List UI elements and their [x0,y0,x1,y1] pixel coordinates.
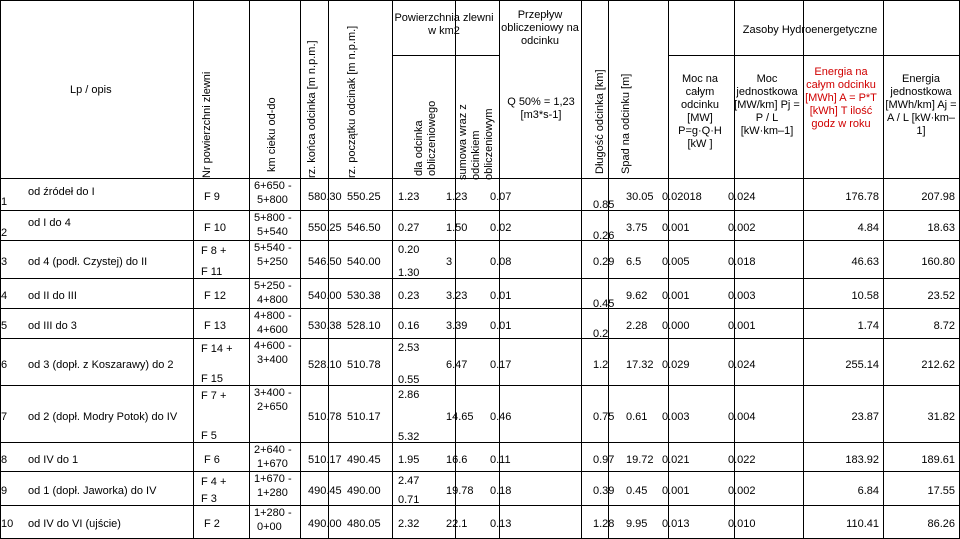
table-row-nr: F 4 + [201,476,227,488]
header-km-cieku: km cieku od-do [266,97,278,172]
table-row-nr2: F 3 [201,493,217,505]
table-row-moc: 0.001 [662,485,690,497]
table-row-km-from: 5+800 - [254,212,292,224]
table-row-lp: 7 [1,411,8,423]
table-row-sum: 19.78 [446,485,474,497]
table-row-rz-poczatku: 480.05 [347,518,381,530]
table-row-divider [0,505,960,506]
table-row-q: 0.13 [490,518,512,530]
table-row-energia-jedn: 86.26 [927,518,955,530]
table-row-divider [0,178,960,179]
table-row-nr: F 2 [204,518,220,530]
table-row-rz-poczatku: 540.00 [347,256,381,268]
header-zasoby: Zasoby Hydroenergetyczne [742,24,878,36]
table-row-lp: 1 [1,196,8,208]
table-row-pow: 0.16 [398,320,420,332]
table-row-energia: 255.14 [845,359,879,371]
table-row-opis: od 4 (podł. Czystej) do II [28,256,148,268]
header-energia-jedn: Energia jednostkowa [MWh/km] Aj = A / L [kW·km–1] [885,73,957,137]
table-row-opis: od 3 (dopł. z Koszarawy) do 2 [28,359,174,371]
table-row-spad: 2.28 [626,320,648,332]
table-row-nr: F 12 [204,290,227,302]
grid-vline [455,0,456,539]
table-row-pow2: 0.55 [398,374,420,386]
table-row-km-to: 5+540 [257,226,288,238]
table-row-moc: 0.000 [662,320,690,332]
table-row-moc-jedn: 0.024 [728,191,756,203]
table-row-energia: 46.63 [851,256,879,268]
table-row-sum: 6.47 [446,359,468,371]
table-row-rz-konca: 510.78 [308,411,342,423]
table-row-energia-jedn: 160.80 [921,256,955,268]
table-row-km-to: 4+600 [257,324,288,336]
table-row-spad: 30.05 [626,191,654,203]
grid-hline [668,55,959,56]
table-row-nr: F 13 [204,320,227,332]
grid-vline [0,0,1,539]
table-row-nr: F 9 [204,191,220,203]
header-nr-powierzchni: Nr powierzchni zlewni [201,71,213,178]
table-row-q: 0.07 [490,191,512,203]
table-row-nr: F 10 [204,222,227,234]
table-row-km-from: 5+540 - [254,242,292,254]
table-row-spad: 3.75 [626,222,648,234]
table-row-rz-poczatku: 546.50 [347,222,381,234]
table-row-rz-konca: 490.00 [308,518,342,530]
table-row-energia-jedn: 8.72 [933,320,955,332]
table-row-moc-jedn: 0.002 [728,485,756,497]
table-row-energia: 4.84 [857,222,879,234]
table-row-moc-jedn: 0.018 [728,256,756,268]
table-row-moc: 0.003 [662,411,690,423]
table-row-opis: od IV do VI (ujście) [28,518,121,530]
table-row-rz-konca: 546.50 [308,256,342,268]
table-row-energia: 1.74 [857,320,879,332]
table-row-rz-poczatku: 510.78 [347,359,381,371]
table-row-sum: 1.23 [446,191,468,203]
table-row-opis: od źródeł do I [28,186,95,198]
table-row-dlugosc: 0.2 [593,328,609,340]
table-row-dlugosc: 0.39 [593,485,615,497]
table-row-moc: 0.001 [662,222,690,234]
table-row-energia: 6.84 [857,485,879,497]
table-row-rz-poczatku: 490.00 [347,485,381,497]
header-spad: Spad na odcinku [m] [620,73,632,174]
grid-vline [300,0,301,539]
header-rz-poczatku: rz. początku odcinak [m n.p.m.] [346,25,358,178]
header-przeplyw: Przepływ obliczeniowy na odcinku [501,9,579,47]
table-row-moc-jedn: 0.022 [728,454,756,466]
table-row-spad: 9.95 [626,518,648,530]
table-row-energia-jedn: 207.98 [921,191,955,203]
header-powierzchnia: Powierzchnia zlewni w km2 [394,12,494,37]
table-row-spad: 0.61 [626,411,648,423]
table-row-q: 0.11 [490,454,511,466]
table-row-divider [0,240,960,241]
table-row-lp: 3 [1,256,8,268]
table-row-moc-jedn: 0.010 [728,518,756,530]
table-row-divider [0,338,960,339]
table-row-rz-konca: 490.45 [308,485,342,497]
table-row-km-to: 0+00 [257,521,282,533]
table-row-rz-poczatku: 490.45 [347,454,381,466]
table-row-energia: 110.41 [846,518,879,530]
table-row-sum: 3.23 [446,290,468,302]
table-row-rz-poczatku: 510.17 [347,411,381,423]
table-row-lp: 6 [1,359,8,371]
table-row-rz-konca: 550.25 [308,222,342,234]
table-row-dlugosc: 0.97 [593,454,615,466]
table-row-moc-jedn: 0.004 [728,411,756,423]
header-moc-calym: Moc na całym odcinku [MW] P=g·Q·H [kW ] [678,73,722,150]
table-row-dlugosc: 0.75 [593,411,615,423]
table-row-km-to: 1+670 [257,458,288,470]
table-row-moc: 0.005 [662,256,690,268]
table-row-moc-jedn: 0.003 [728,290,756,302]
table-row-moc-jedn: 0.001 [728,320,756,332]
table-row-q: 0.18 [490,485,512,497]
table-row-dlugosc: 0.85 [593,199,615,211]
table-row-q: 0.01 [490,320,512,332]
table-row-moc: 0.013 [662,518,690,530]
table-row-lp: 8 [1,454,8,466]
grid-vline [499,0,500,539]
table-row-q: 0.01 [490,290,512,302]
table-row-rz-poczatku: 528.10 [347,320,381,332]
table-row-rz-poczatku: 550.25 [347,191,381,203]
table-row-spad: 19.72 [626,454,654,466]
table-row-km-to: 3+400 [257,354,288,366]
grid-vline [734,0,735,539]
table-row-pow: 2.47 [398,475,420,487]
table-row-divider [0,442,960,443]
header-lp-opis: Lp / opis [70,84,112,96]
table-row-km-from: 3+400 - [254,387,292,399]
table-row-q: 0.17 [490,359,512,371]
table-row-divider [0,210,960,211]
table-row-nr2: F 15 [201,373,224,385]
table-row-opis: od 1 (dopł. Jaworka) do IV [28,485,157,497]
table-row-moc-jedn: 0.002 [728,222,756,234]
table-row-q: 0.46 [490,411,512,423]
table-row-pow: 1.23 [398,191,420,203]
grid-hline [0,0,960,1]
table-row-rz-konca: 540.00 [308,290,342,302]
table-row-q: 0.02 [490,222,512,234]
table-row-spad: 6.5 [626,256,642,268]
table-row-divider [0,385,960,386]
table-row-energia: 183.92 [845,454,879,466]
header-sumowa: sumowa wraz z odcinkiem obliczeniowym [457,104,495,180]
table-row-q: 0.08 [490,256,512,268]
table-row-lp: 2 [1,227,8,239]
table-row-pow2: 5.32 [398,431,420,443]
table-row-moc: 0.029 [662,359,690,371]
table-row-pow2: 0.71 [398,494,420,506]
header-q50: Q 50% = 1,23 [m3*s-1] [507,96,575,121]
table-row-rz-konca: 530.38 [308,320,342,332]
table-row-sum: 1.50 [446,222,468,234]
table-row-km-to: 5+250 [257,256,288,268]
table-row-dlugosc: 0.45 [593,298,615,310]
header-rz-konca: rz. końca odcinka [m n.p.m.] [306,40,318,178]
table-row-pow: 1.95 [398,454,420,466]
table-row-pow: 0.27 [398,222,420,234]
table-row-energia: 23.87 [851,411,879,423]
header-dla-odcinka: dla odcinka obliczeniowego [413,100,438,176]
table-row-lp: 5 [1,320,8,332]
table-row-lp: 4 [1,290,8,302]
table-row-divider [0,308,960,309]
table-row-nr2: F 11 [201,266,223,278]
table-row-pow: 2.32 [398,518,420,530]
table-row-sum: 3 [446,256,453,268]
table-row-spad: 9.62 [626,290,648,302]
table-row-energia-jedn: 17.55 [927,485,955,497]
grid-vline [883,0,884,539]
table-row-moc: 0.021 [662,454,690,466]
grid-vline [328,0,329,539]
table-row-km-from: 4+600 - [254,340,292,352]
table-row-opis: od IV do 1 [28,454,79,466]
table-row-dlugosc: 1.2 [593,359,609,371]
grid-vline [608,0,609,539]
table-row-sum: 16.6 [446,454,468,466]
header-dlugosc: Długość odcinka [km] [594,69,606,174]
table-row-opis: od III do 3 [28,320,77,332]
table-row-sum: 22.1 [446,518,468,530]
table-row-energia-jedn: 189.61 [921,454,955,466]
table-row-km-from: 4+800 - [254,310,292,322]
table-row-nr: F 7 + [201,390,227,402]
table-row-rz-konca: 580.30 [308,191,342,203]
table-row-energia-jedn: 31.82 [927,411,955,423]
table-row-energia: 176.78 [845,191,879,203]
table-row-energia-jedn: 23.52 [927,290,955,302]
table-row-km-to: 2+650 [257,401,288,413]
table-row-pow: 0.23 [398,290,420,302]
table-row-lp: 10 [1,518,14,530]
table-row-dlugosc: 0.26 [593,230,615,242]
table-row-km-to: 5+800 [257,194,288,206]
header-moc-jedn: Moc jednostkowa [MW/km] Pj = P / L [kW·km–1] [734,73,800,137]
grid-hline [392,55,499,56]
header-energia-calym: Energia na całym odcinku [MWh] A = P*T [kWh] T ilość godz w roku [805,66,877,130]
table-row-pow: 2.53 [398,342,420,354]
table-row-km-from: 1+670 - [254,473,292,485]
table-row-divider [0,278,960,279]
grid-vline [668,0,669,539]
grid-vline [392,0,393,539]
table-row-lp: 9 [1,485,8,497]
table-row-dlugosc: 0.29 [593,256,615,268]
grid-vline [193,0,194,539]
table-row-nr: F 6 [204,454,220,466]
grid-vline [803,0,804,539]
table-row-km-to: 4+800 [257,294,288,306]
table-row-pow: 0.20 [398,244,420,256]
table-row-rz-konca: 510.17 [308,454,342,466]
table-row-energia-jedn: 212.62 [921,359,955,371]
table-row-nr: F 14 + [201,343,233,355]
table-row-energia: 10.58 [851,290,879,302]
table-row-energia-jedn: 18.63 [927,222,955,234]
table-row-pow: 2.86 [398,389,420,401]
table-row-nr2: F 5 [201,430,217,442]
table-row-km-from: 2+640 - [254,444,292,456]
table-row-nr: F 8 + [201,245,227,257]
table-row-moc: 0.001 [662,290,690,302]
table-row-spad: 0.45 [626,485,648,497]
table-row-spad: 17.32 [626,359,654,371]
table-row-sum: 3.39 [446,320,468,332]
grid-vline [249,0,250,539]
table-row-opis: od I do 4 [28,217,71,229]
table-row-sum: 14.65 [446,411,474,423]
table-row-dlugosc: 1.28 [593,518,615,530]
table-row-moc: 0.02018 [662,191,702,203]
table-row-rz-konca: 528.10 [308,359,342,371]
table-row-rz-poczatku: 530.38 [347,290,381,302]
table-row-opis: od II do III [28,290,77,302]
table-row-opis: od 2 (dopł. Modry Potok) do IV [28,411,178,423]
table-row-km-to: 1+280 [257,487,288,499]
table-row-pow2: 1.30 [398,267,420,279]
table-row-moc-jedn: 0.024 [728,359,756,371]
table-row-km-from: 6+650 - [254,180,292,192]
table-row-km-from: 5+250 - [254,280,292,292]
table-row-divider [0,471,960,472]
grid-vline [581,0,582,539]
table-row-km-from: 1+280 - [254,507,292,519]
